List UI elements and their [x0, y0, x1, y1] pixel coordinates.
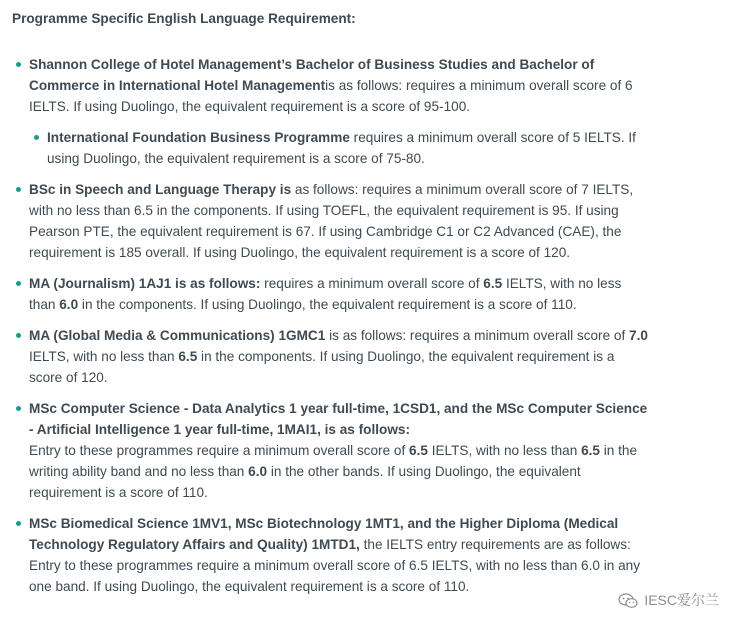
- bold-text: 6.5: [581, 443, 600, 458]
- watermark: [618, 590, 719, 611]
- bold-text: International Foundation Business Programme: [47, 130, 350, 145]
- bold-text: MSc Biomedical Science 1MV1, MSc Biotechnology 1MT1, and the Higher Diploma (Medical Technology Regulatory Affairs and Quality) 1MTD1,: [29, 516, 619, 552]
- body-text: IELTS, with no less than: [29, 349, 179, 364]
- bullet-icon: [16, 521, 21, 526]
- bullet-icon: [34, 135, 39, 140]
- body-text: IELTS, with no less than: [427, 443, 582, 458]
- list-item: [0, 513, 650, 597]
- page-heading: Programme Specific English Language Requirement:: [12, 11, 356, 26]
- body-text: requires a minimum overall score of 5 IELTS. If using Duolingo, the equivalent requirement is a score of 75-80.: [47, 130, 636, 166]
- bullet-icon: [16, 281, 21, 286]
- bold-text: Shannon College of Hotel Management’s Bachelor of Business Studies and Bachelor of Commerce in International Hotel Management: [29, 57, 595, 93]
- body-text: in the components. If using Duolingo, the equivalent requirement is a score of 110.: [78, 297, 577, 312]
- body-text: in the other bands. If using Duolingo, the equivalent requirement is a score of 110.: [29, 464, 581, 500]
- body-text: as follows: requires a minimum overall score of 7 IELTS, with no less than 6.5 in the components. If using TOEFL, the equivalent requirement is 95. If using Pearson PTE, the equivalent requirement is 67. If using Cambridge C1 or C2 Advanced (CAE), the requirement is 185 overall. If using Duolingo, the equivalent requirement is a score of 120.: [29, 182, 634, 260]
- body-text: in the writing ability band and no less than: [29, 443, 637, 479]
- bold-text: MA (Global Media & Communications) 1GMC1: [29, 328, 326, 343]
- bold-text: BSc in Speech and Language Therapy is: [29, 182, 292, 197]
- list-item: [0, 54, 650, 117]
- list-item: [0, 273, 650, 315]
- body-text: IELTS, with no less than: [29, 276, 622, 312]
- bold-text: 6.0: [248, 464, 268, 479]
- body-text: in the components. If using Duolingo, the equivalent requirement is a score of 120.: [29, 349, 615, 385]
- body-text: requires a minimum overall score of: [260, 276, 484, 291]
- list-item: [0, 325, 650, 388]
- bullet-icon: [16, 333, 21, 338]
- bullet-icon: [16, 187, 21, 192]
- body-text: Entry to these programmes require a minimum overall score of 6.5 IELTS, with no less than 6.0 in any one band. If using Duolingo, the equivalent requirement is a score of 110.: [29, 558, 640, 594]
- bold-text: 6.5: [178, 349, 198, 364]
- bold-text: 6.5: [409, 443, 428, 458]
- bold-text: MA (Journalism) 1AJ1 is as follows:: [29, 276, 261, 291]
- requirements-list: [0, 54, 650, 607]
- bold-text: 7.0: [629, 328, 648, 343]
- list-item: [0, 179, 650, 263]
- bold-text: 6.0: [59, 297, 79, 312]
- body-text: the IELTS entry requirements are as follows:: [359, 537, 631, 552]
- watermark-text: IESC爱尔兰: [644, 592, 719, 608]
- bullet-icon: [16, 406, 21, 411]
- body-text: Entry to these programmes require a minimum overall score of: [29, 443, 410, 458]
- list-item: [0, 127, 650, 169]
- bullet-icon: [16, 62, 21, 67]
- body-text: is as follows: requires a minimum overall score of: [325, 328, 630, 343]
- body-text: is as follows: requires a minimum overall score of 6 IELTS. If using Duolingo, the equivalent requirement is a score of 95-100.: [29, 78, 633, 114]
- bold-text: 6.5: [483, 276, 503, 291]
- bold-text: MSc Computer Science - Data Analytics 1 year full-time, 1CSD1, and the MSc Computer Science - Artificial Intelligence 1 year full-time, 1MAI1, is as follows:: [29, 401, 648, 437]
- wechat-icon: [618, 593, 638, 609]
- list-item: [0, 398, 650, 503]
